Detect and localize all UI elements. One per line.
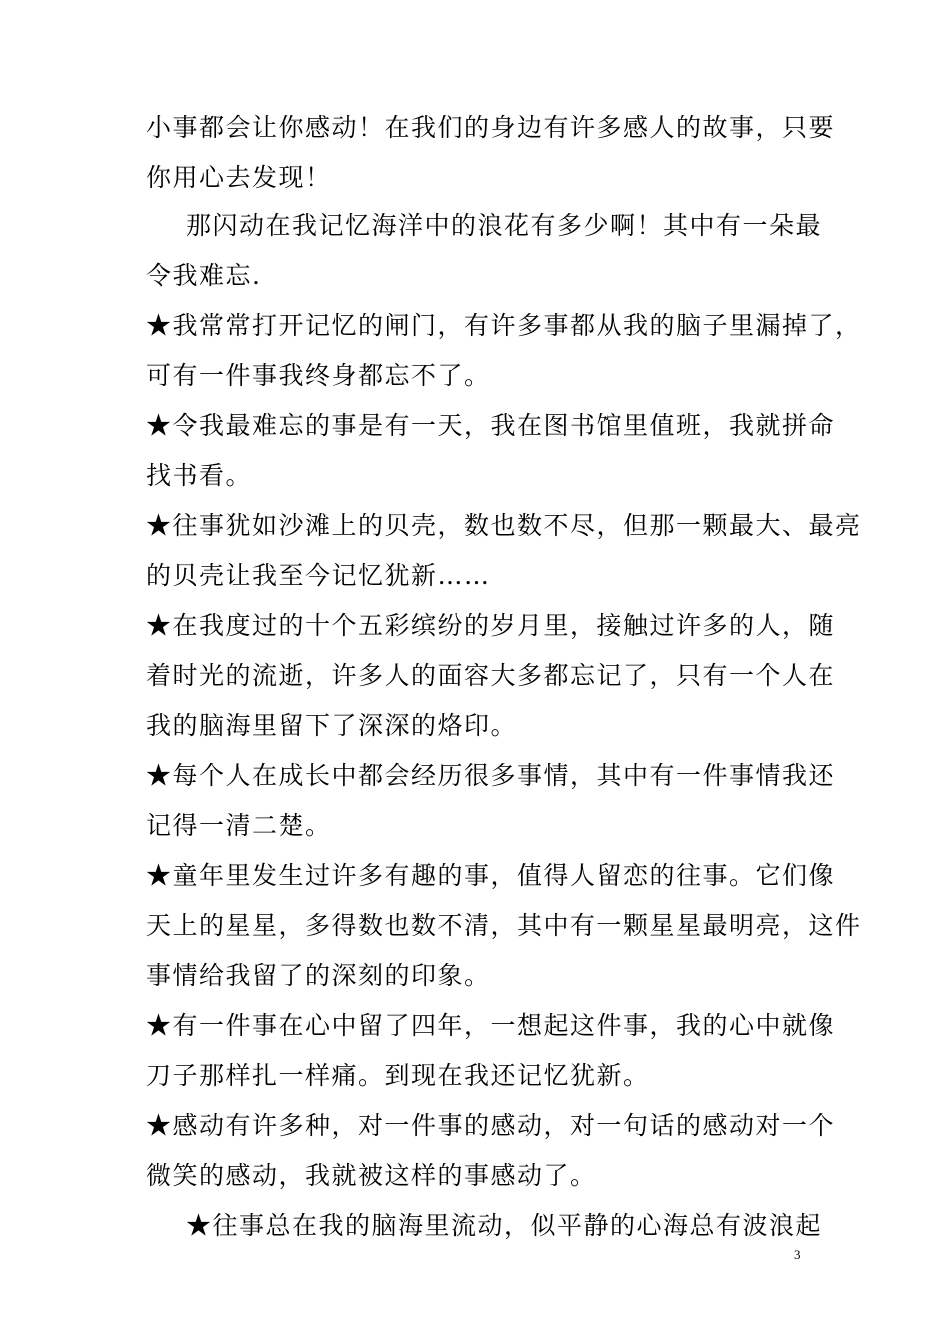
text-line: 的贝壳让我至今记忆犹新…… [146, 561, 491, 590]
text-line: 小事都会让你感动！在我们的身边有许多感人的故事，只要 [146, 113, 836, 142]
text-line: 找书看。 [146, 461, 253, 490]
text-line: ★有一件事在心中留了四年，一想起这件事，我的心中就像 [146, 1011, 836, 1040]
text-line: 你用心去发现！ [146, 163, 332, 192]
text-line: ★往事总在我的脑海里流动，似平静的心海总有波浪起 [186, 1211, 823, 1240]
text-line: ★令我最难忘的事是有一天，我在图书馆里值班，我就拼命 [146, 411, 836, 440]
page-number: 3 [794, 1247, 801, 1262]
text-line: 天上的星星，多得数也数不清，其中有一颗星星最明亮，这件 [146, 911, 862, 940]
text-line: ★童年里发生过许多有趣的事，值得人留恋的往事。它们像 [146, 861, 836, 890]
text-line: ★往事犹如沙滩上的贝壳，数也数不尽，但那一颗最大、最亮 [146, 511, 862, 540]
text-line: 事情给我留了的深刻的印象。 [146, 961, 491, 990]
text-line: ★我常常打开记忆的闸门，有许多事都从我的脑子里漏掉了， [146, 311, 862, 340]
text-line: 着时光的流逝，许多人的面容大多都忘记了，只有一个人在 [146, 661, 836, 690]
text-line: ★每个人在成长中都会经历很多事情，其中有一件事情我还 [146, 761, 836, 790]
text-line: 微笑的感动，我就被这样的事感动了。 [146, 1161, 597, 1190]
text-line: 刀子那样扎一样痛。到现在我还记忆犹新。 [146, 1061, 650, 1090]
text-line: 那闪动在我记忆海洋中的浪花有多少啊！其中有一朵最 [186, 211, 823, 240]
text-line: 令我难忘. [146, 261, 262, 290]
text-line: 可有一件事我终身都忘不了。 [146, 361, 491, 390]
text-line: ★在我度过的十个五彩缤纷的岁月里，接触过许多的人，随 [146, 611, 836, 640]
text-line: ★感动有许多种，对一件事的感动，对一句话的感动对一个 [146, 1111, 836, 1140]
text-line: 记得一清二楚。 [146, 811, 332, 840]
text-line: 我的脑海里留下了深深的烙印。 [146, 711, 518, 740]
